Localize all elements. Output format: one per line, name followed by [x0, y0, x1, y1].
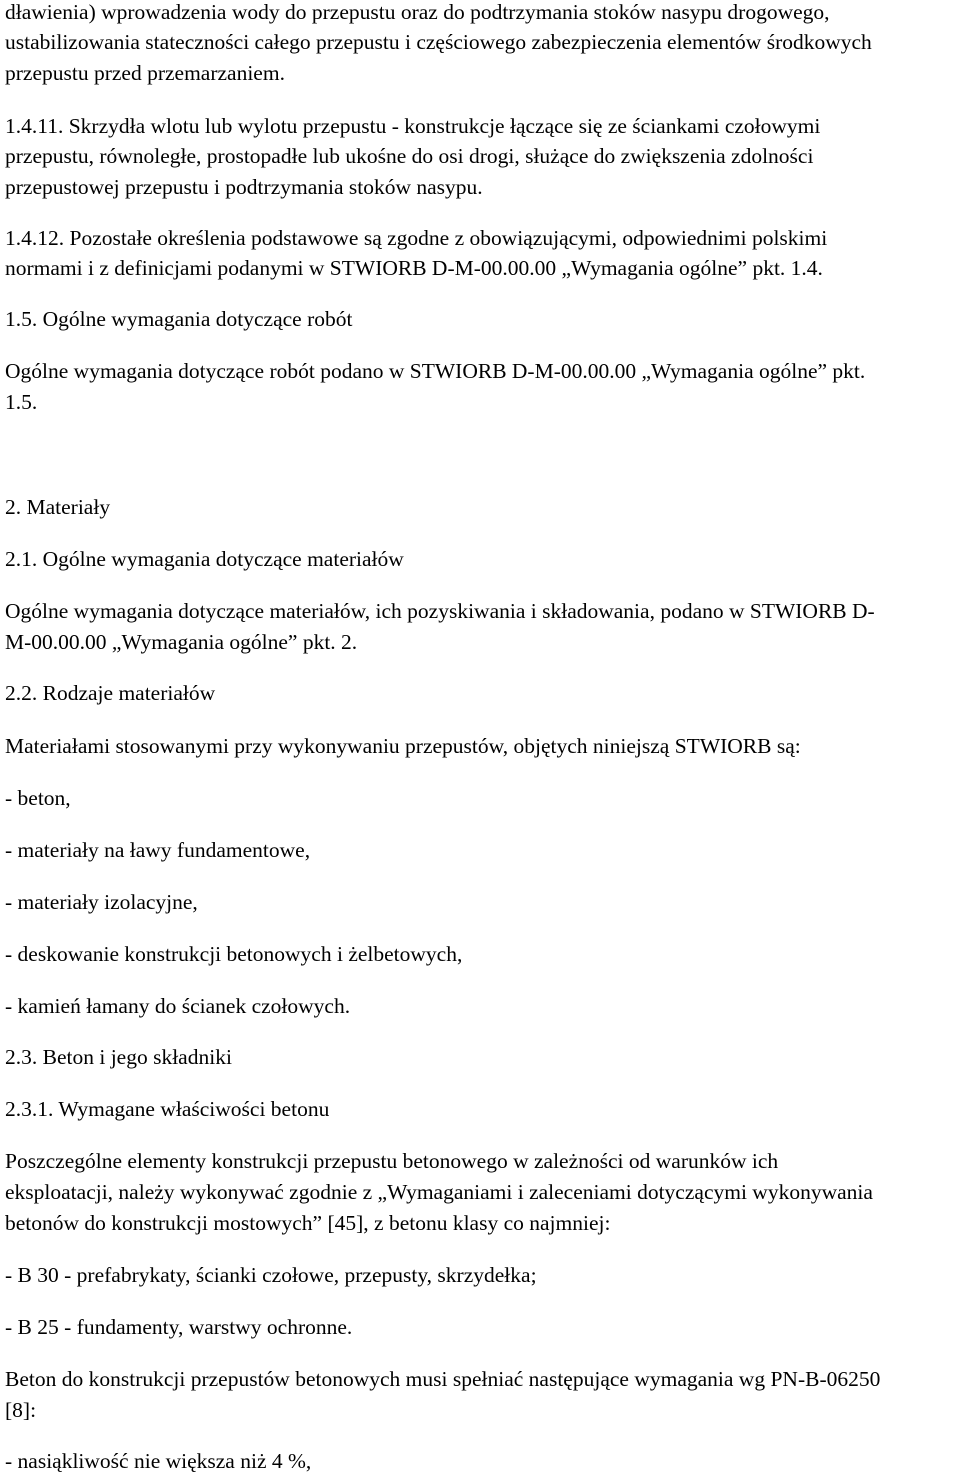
- text-line: 1.4.12. Pozostałe określenia podstawowe są zgodne z obowiązującymi, odpowiednimi polskimi: [5, 226, 828, 250]
- list-item: - B 30 - prefabrykaty, ścianki czołowe, przepusty, skrzydełka;: [5, 1263, 537, 1287]
- list-item: - materiały na ławy fundamentowe,: [5, 838, 311, 862]
- text-line: Materiałami stosowanymi przy wykonywaniu przepustów, objętych niniejszą STWIORB są:: [5, 734, 801, 758]
- list-item: - materiały izolacyjne,: [5, 890, 198, 914]
- list-item: - nasiąkliwość nie większa niż 4 %,: [5, 1449, 312, 1473]
- list-item: - kamień łamany do ścianek czołowych.: [5, 994, 351, 1018]
- text-line: ustabilizowania stateczności całego przepustu i częściowego zabezpieczenia elementów środkowych: [5, 30, 872, 54]
- text-line: Beton do konstrukcji przepustów betonowych musi spełniać następujące wymagania wg PN-B-06250: [5, 1367, 881, 1391]
- text-line: [8]:: [5, 1398, 37, 1422]
- list-item: - B 25 - fundamenty, warstwy ochronne.: [5, 1315, 353, 1339]
- text-line: przepustu, równoległe, prostopadłe lub ukośne do osi drogi, służące do zwiększenia zdolności: [5, 144, 814, 168]
- list-item: - beton,: [5, 786, 71, 810]
- text-line: M-00.00.00 „Wymagania ogólne” pkt. 2.: [5, 630, 358, 654]
- section-heading: 2.2. Rodzaje materiałów: [5, 681, 216, 705]
- text-line: przepustowej przepustu i podtrzymania stoków nasypu.: [5, 175, 483, 199]
- text-line: Ogólne wymagania dotyczące robót podano w STWIORB D-M-00.00.00 „Wymagania ogólne” pkt.: [5, 359, 866, 383]
- text-line: Ogólne wymagania dotyczące materiałów, ich pozyskiwania i składowania, podano w STWIORB D-: [5, 599, 875, 623]
- text-line: normami i z definicjami podanymi w STWIORB D-M-00.00.00 „Wymagania ogólne” pkt. 1.4.: [5, 256, 823, 280]
- text-line: 1.5.: [5, 390, 38, 414]
- text-line: eksploatacji, należy wykonywać zgodnie z „Wymaganiami i zaleceniami dotyczącymi wykonywania: [5, 1180, 873, 1204]
- text-line: Poszczególne elementy konstrukcji przepustu betonowego w zależności od warunków ich: [5, 1149, 779, 1173]
- section-heading: 2.3. Beton i jego składniki: [5, 1045, 232, 1069]
- section-heading: 2.3.1. Wymagane właściwości betonu: [5, 1097, 330, 1121]
- section-heading: 1.5. Ogólne wymagania dotyczące robót: [5, 307, 353, 331]
- text-line: przepustu przed przemarzaniem.: [5, 61, 285, 85]
- list-item: - deskowanie konstrukcji betonowych i żelbetowych,: [5, 942, 463, 966]
- text-line: 1.4.11. Skrzydła wlotu lub wylotu przepustu - konstrukcje łączące się ze ściankami czołowymi: [5, 114, 821, 138]
- chapter-heading: 2. Materiały: [5, 495, 111, 519]
- text-line: dławienia) wprowadzenia wody do przepustu oraz do podtrzymania stoków nasypu drogowego,: [5, 0, 830, 24]
- section-heading: 2.1. Ogólne wymagania dotyczące materiałów: [5, 547, 404, 571]
- text-line: betonów do konstrukcji mostowych” [45], z betonu klasy co najmniej:: [5, 1211, 611, 1235]
